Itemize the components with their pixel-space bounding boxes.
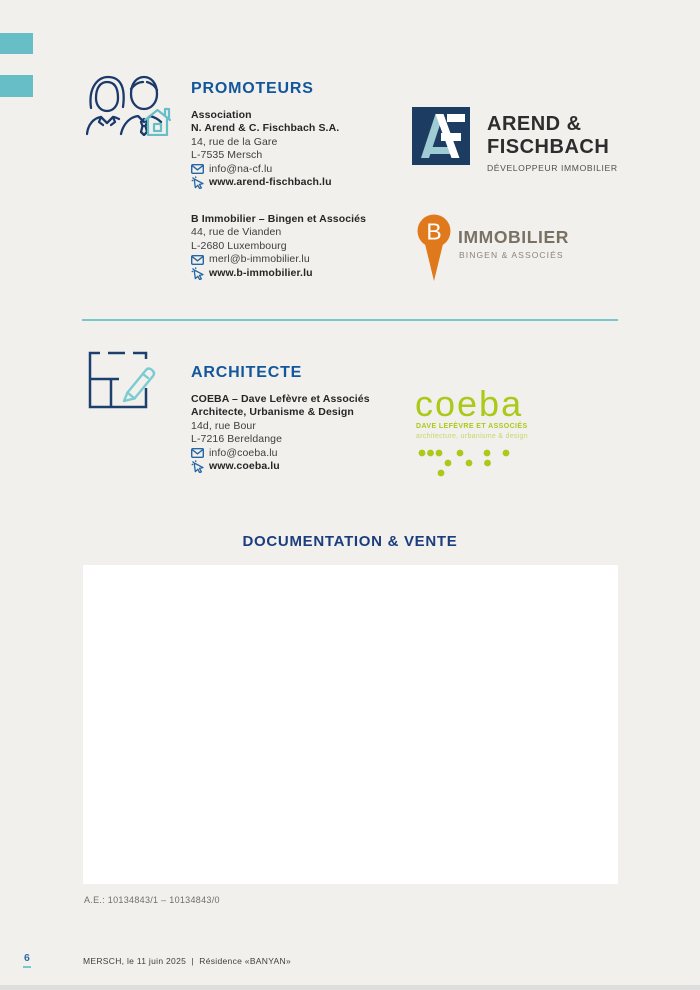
b-immobilier-logo-name: IMMOBILIER <box>458 227 569 247</box>
cursor-icon <box>191 267 204 280</box>
coeba-dots-icon <box>417 448 512 483</box>
b-immobilier-logo-tagline: BINGEN & ASSOCIÉS <box>459 250 564 260</box>
cursor-icon <box>191 176 204 189</box>
contact-name-line1: COEBA – Dave Lefèvre et Associés <box>191 393 370 405</box>
contact-email[interactable]: info@coeba.lu <box>209 446 278 459</box>
coeba-logo-wordmark: coeba <box>415 383 524 424</box>
contact-arend-fischbach <box>191 109 339 189</box>
af-logo-tagline: DÉVELOPPEUR IMMOBILIER <box>487 163 618 173</box>
promoteurs-heading: PROMOTEURS <box>191 80 314 97</box>
contact-street: 14, rue de la Gare <box>191 135 278 148</box>
email-icon <box>191 255 204 265</box>
documentation-vente-heading: DOCUMENTATION & VENTE <box>242 533 458 550</box>
architect-floorplan-icon <box>87 350 165 415</box>
email-icon <box>191 164 204 174</box>
contact-city: L-7535 Mersch <box>191 149 263 162</box>
contact-city: L-2680 Luxembourg <box>191 239 287 252</box>
arend-fischbach-logo <box>412 107 618 173</box>
contact-street: 44, rue de Vianden <box>191 226 282 239</box>
contact-name-line1: Association <box>191 109 252 121</box>
contact-name-line2: N. Arend & C. Fischbach S.A. <box>191 122 340 135</box>
coeba-logo-subtitle: DAVE LEFÈVRE ET ASSOCIÉS <box>416 423 528 430</box>
contact-website[interactable]: www.b-immobilier.lu <box>209 266 313 279</box>
page-bottom-edge <box>0 985 700 990</box>
contact-coeba <box>191 393 370 473</box>
contact-email[interactable]: info@na-cf.lu <box>209 162 273 175</box>
contact-name-line1: B Immobilier – Bingen et Associés <box>191 213 367 225</box>
teal-decoration-square-bottom <box>0 75 33 97</box>
b-pin-letter: B <box>426 218 442 245</box>
af-logo-line1: AREND & <box>487 113 582 135</box>
b-immobilier-pin-icon <box>415 213 453 288</box>
section-divider <box>82 319 618 321</box>
coeba-logo-tagline: architecture, urbanisme & design <box>416 433 528 440</box>
promoters-people-icon <box>86 74 172 141</box>
contact-email[interactable]: merl@b-immobilier.lu <box>209 253 310 266</box>
authorization-reference: A.E.: 10134843/1 – 10134843/0 <box>84 895 220 905</box>
footer-text: MERSCH, le 11 juin 2025 | Résidence «BANYAN» <box>83 956 291 966</box>
contact-street: 14d, rue Bour <box>191 419 256 432</box>
contact-b-immobilier <box>191 213 366 280</box>
page-number: 6 <box>23 952 31 968</box>
teal-decoration-square-top <box>0 33 33 54</box>
af-logo-line2: FISCHBACH <box>487 136 610 158</box>
architecte-heading: ARCHITECTE <box>191 364 303 381</box>
cursor-icon <box>191 460 204 473</box>
documentation-photo-placeholder <box>83 565 618 884</box>
contact-website[interactable]: www.arend-fischbach.lu <box>209 176 332 189</box>
email-icon <box>191 448 204 458</box>
contact-city: L-7216 Bereldange <box>191 433 283 446</box>
af-monogram-icon <box>412 107 470 170</box>
contact-website[interactable]: www.coeba.lu <box>209 460 280 473</box>
contact-name-line2: Architecte, Urbanisme & Design <box>191 406 354 419</box>
